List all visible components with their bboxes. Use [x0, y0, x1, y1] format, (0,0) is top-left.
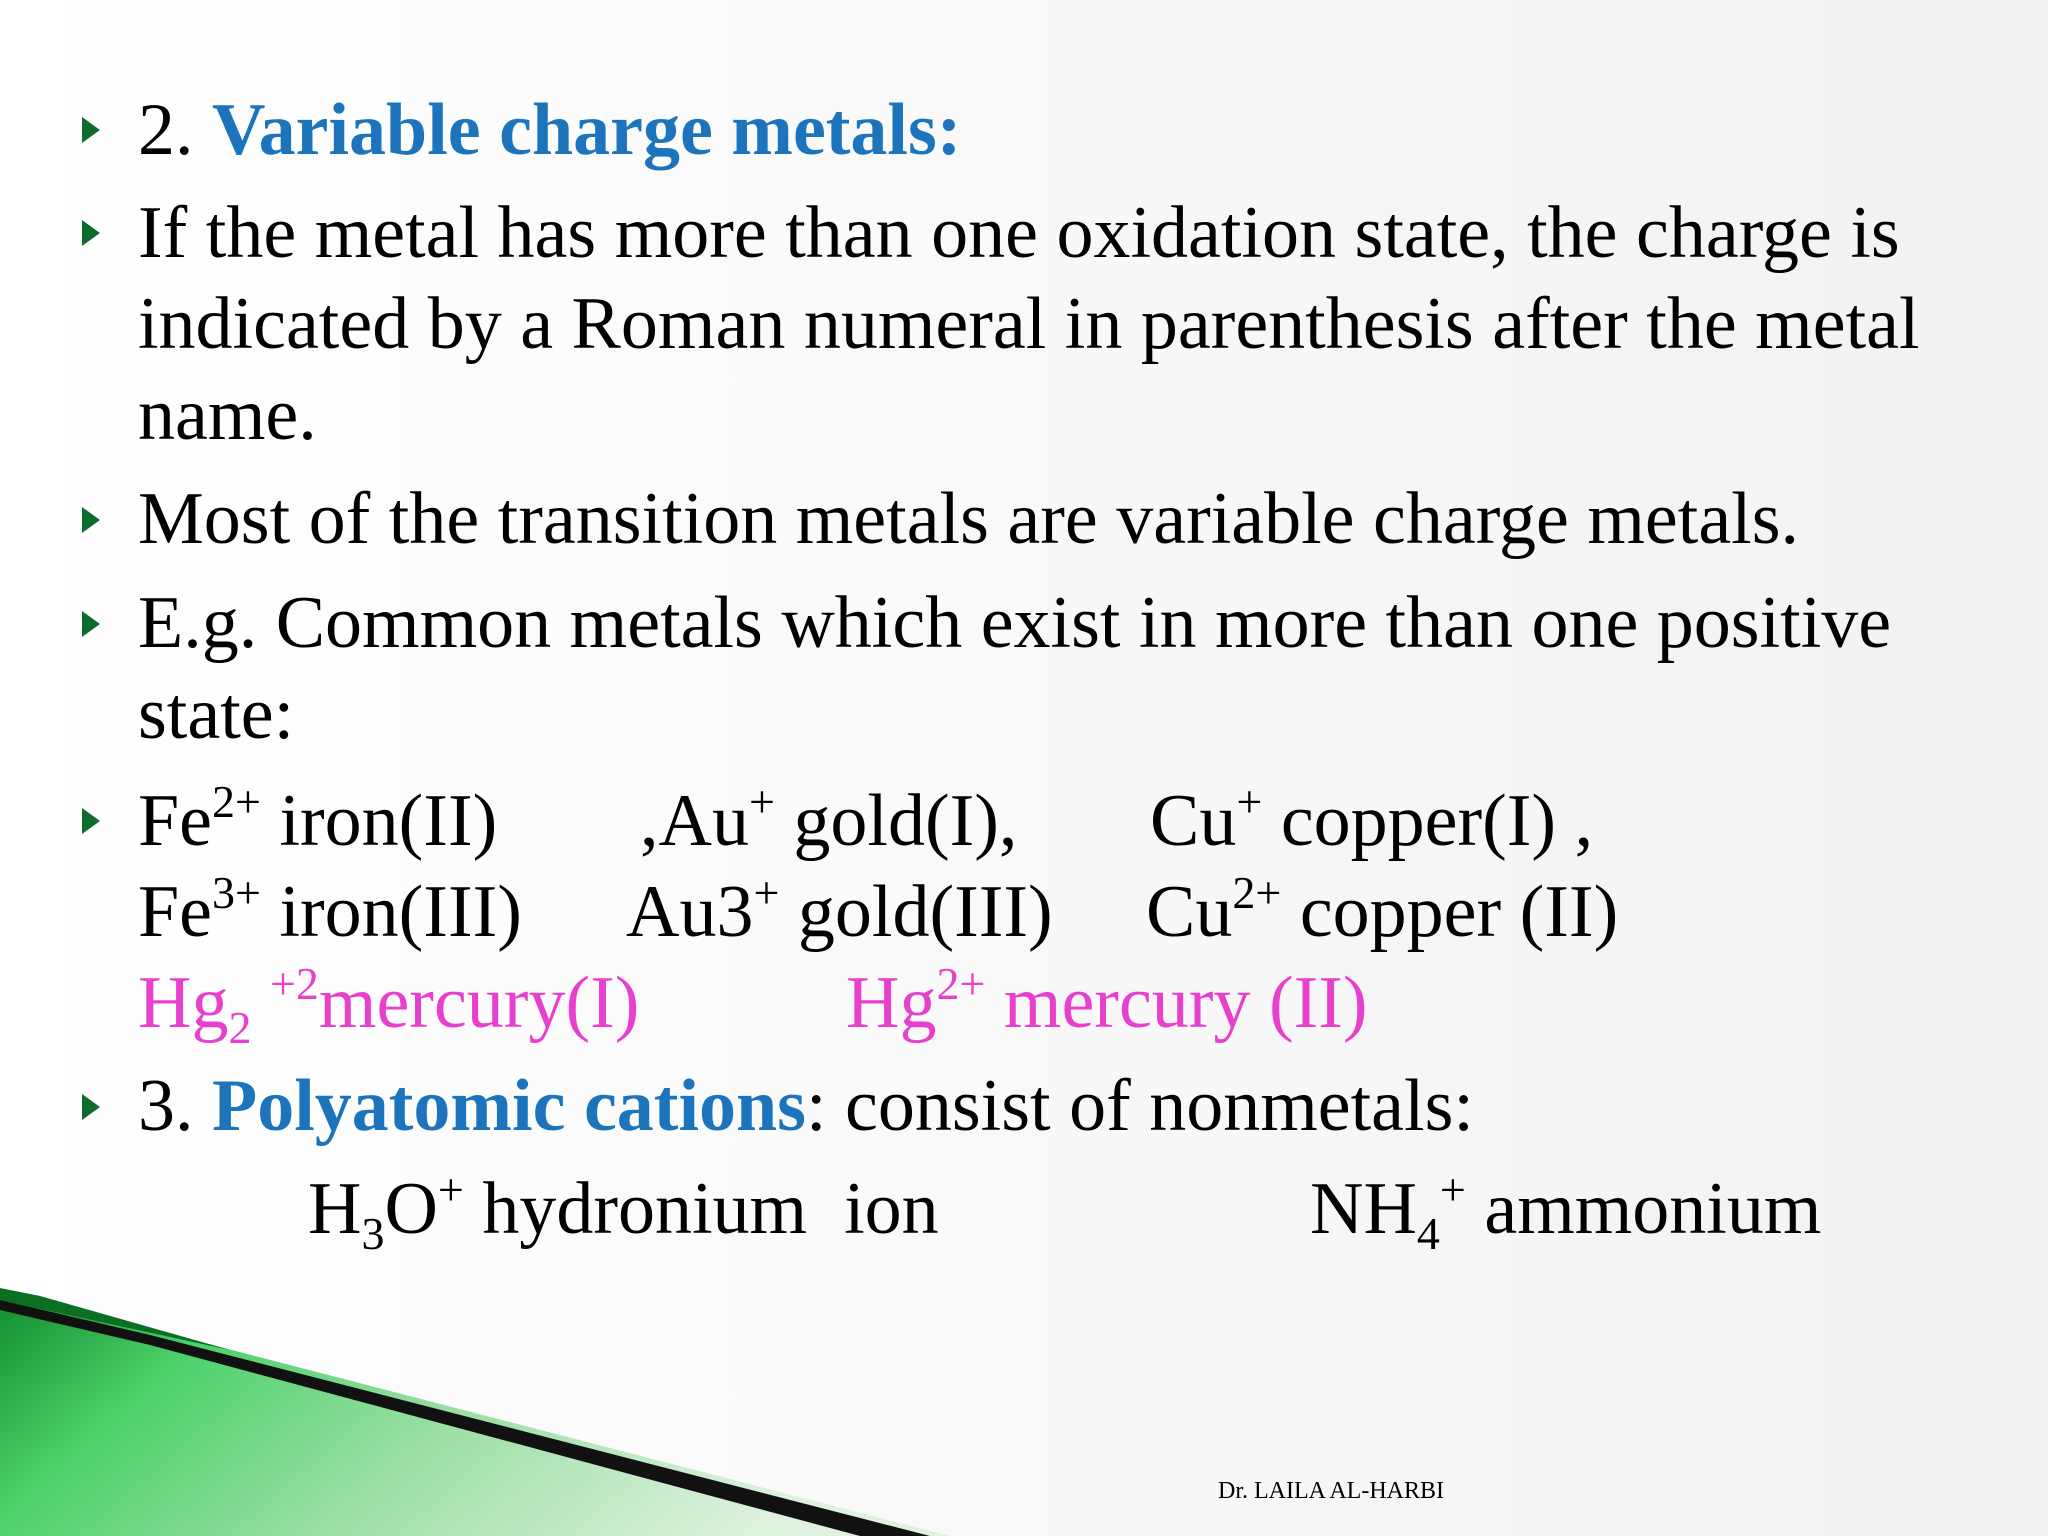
ion-space	[985, 962, 1004, 1044]
paragraph-line: Most of the transition metals are variable charge metals.	[138, 478, 1800, 560]
ion-cu1	[1150, 776, 1593, 875]
ion-symbol: Hg	[138, 962, 229, 1044]
ion-charge: +2	[269, 958, 319, 1009]
ion-space	[464, 1168, 483, 1250]
bullet-arrow-icon	[82, 507, 100, 533]
ion-fe2	[138, 776, 497, 875]
bullet-arrow-icon	[82, 611, 100, 637]
bullet-arrow-icon	[82, 220, 100, 246]
ion-space	[1281, 871, 1300, 953]
ion-au1	[640, 776, 1017, 875]
ion-subscript: 3	[361, 1208, 385, 1259]
ion-charge: +	[753, 867, 780, 918]
ion-symbol: Au3	[626, 871, 754, 953]
ion-ammonium	[1310, 1164, 1821, 1263]
ion-symbol: Cu	[1150, 780, 1237, 862]
bullet-arrow-icon	[82, 808, 100, 834]
footer-author: Dr. LAILA AL-HARBI	[1218, 1478, 1444, 1504]
ion-space	[775, 780, 794, 862]
ion-space	[779, 871, 798, 953]
ion-name: copper(I) ,	[1280, 780, 1594, 862]
ion-symbol: NH	[1310, 1168, 1417, 1250]
ion-symbol: H	[308, 1168, 362, 1250]
ion-space	[1262, 780, 1281, 862]
ion-charge: +	[437, 1164, 464, 1215]
section-heading-polyatomic	[138, 1061, 1474, 1151]
paragraph-line: indicated by a Roman numeral in parenthesis after the metal	[138, 283, 1920, 365]
ion-hg1	[138, 958, 639, 1057]
paragraph-line: name.	[138, 374, 317, 456]
ion-name: iron(III)	[279, 871, 522, 953]
ion-name: ammonium	[1484, 1168, 1822, 1250]
ion-symbol: Hg	[846, 962, 937, 1044]
paragraph-line: If the metal has more than one oxidation state, the charge is	[138, 192, 1900, 274]
section-heading-variable	[138, 85, 961, 175]
paragraph-line: E.g. Common metals which exist in more than one positive	[138, 582, 1892, 664]
ion-symbol: O	[384, 1168, 438, 1250]
ion-symbol: Fe	[138, 780, 212, 862]
ion-space	[251, 962, 270, 1044]
paragraph-line: state:	[138, 673, 295, 755]
ion-space	[261, 780, 280, 862]
section-title: Variable charge metals:	[212, 89, 962, 171]
ion-symbol: Fe	[138, 871, 212, 953]
ion-symbol: ,Au	[640, 780, 749, 862]
ion-charge: +	[748, 776, 775, 827]
ion-hg2	[846, 958, 1368, 1057]
ion-charge: 3+	[212, 867, 261, 918]
ion-name: copper (II)	[1299, 871, 1619, 953]
ion-charge: 2+	[212, 776, 261, 827]
ion-name: mercury (II)	[1003, 962, 1368, 1044]
ion-subscript: 2	[228, 1002, 252, 1053]
section-description: : consist of nonmetals:	[805, 1065, 1474, 1147]
section-number: 2.	[138, 89, 212, 171]
ion-charge: 2+	[936, 958, 986, 1009]
ion-fe3	[138, 867, 522, 966]
ion-cu2	[1146, 867, 1618, 966]
ion-space	[261, 871, 280, 953]
ion-name: iron(II)	[279, 780, 498, 862]
ion-charge: 2+	[1232, 867, 1282, 918]
bullet-arrow-icon	[82, 117, 100, 143]
bullet-arrow-icon	[82, 1094, 100, 1120]
ion-hydronium	[308, 1164, 939, 1263]
ion-name: hydronium ion	[482, 1168, 939, 1250]
ion-symbol: Cu	[1146, 871, 1233, 953]
ion-charge: +	[1236, 776, 1263, 827]
section-title: Polyatomic cations	[212, 1065, 806, 1147]
ion-au3	[626, 867, 1053, 966]
ion-name: gold(I),	[793, 780, 1018, 862]
ion-space	[1466, 1168, 1485, 1250]
ion-name: mercury(I)	[318, 962, 640, 1044]
ion-subscript: 4	[1416, 1208, 1440, 1259]
section-number: 3.	[138, 1065, 212, 1147]
ion-name: gold(III)	[797, 871, 1053, 953]
ion-charge: +	[1439, 1164, 1466, 1215]
